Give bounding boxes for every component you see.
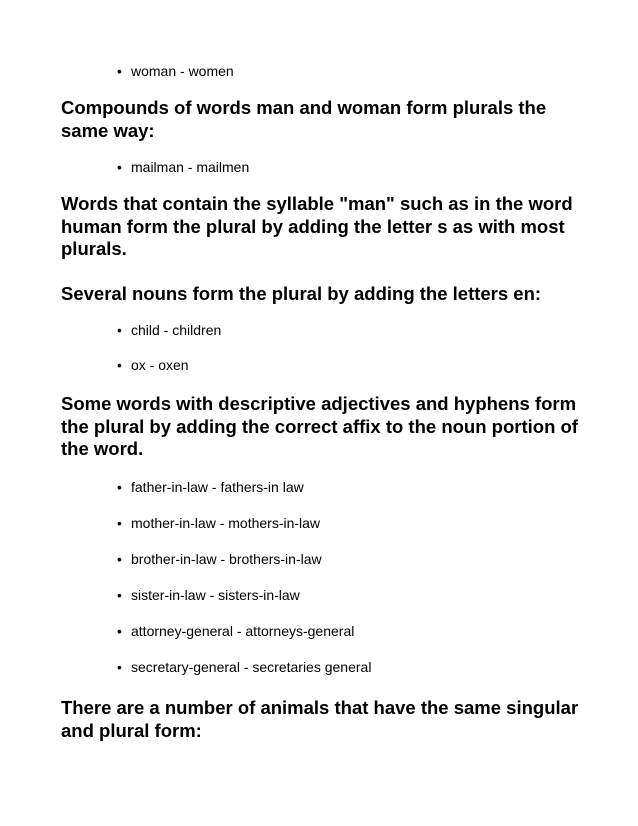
bullet-text: attorney-general - attorneys-general — [131, 623, 355, 639]
bullet-text: father-in-law - fathers-in law — [131, 479, 304, 495]
section-heading: Compounds of words man and woman form plurals the same way: — [61, 97, 547, 141]
bullet-glyph: • — [117, 515, 122, 531]
bullet-glyph: • — [117, 357, 122, 373]
bullet-item — [117, 659, 371, 675]
bullet-glyph: • — [117, 479, 122, 495]
bullet-item — [117, 322, 221, 338]
section-heading: Some words with descriptive adjectives and hyphens form the plural by adding the correct affix to the noun portion of the word. — [61, 393, 578, 459]
bullet-glyph: • — [117, 659, 122, 675]
bullet-text: woman - women — [131, 63, 234, 79]
bullet-item — [117, 159, 249, 175]
bullet-text: mailman - mailmen — [131, 159, 250, 175]
bullet-text: brother-in-law - brothers-in-law — [131, 551, 322, 567]
bullet-item — [117, 357, 189, 373]
bullet-glyph: • — [117, 159, 122, 175]
bullet-text: secretary-general - secretaries general — [131, 659, 372, 675]
bullet-text: sister-in-law - sisters-in-law — [131, 587, 300, 603]
bullet-item — [117, 515, 320, 531]
bullet-item — [117, 551, 322, 567]
bullet-text: mother-in-law - mothers-in-law — [131, 515, 321, 531]
bullet-item — [117, 587, 300, 603]
section-heading: Words that contain the syllable "man" such as in the word human form the plural by adding the letter s as with most plurals. — [61, 193, 573, 259]
bullet-glyph: • — [117, 322, 122, 338]
bullet-item — [117, 623, 354, 639]
section-heading: There are a number of animals that have the same singular and plural form: — [61, 697, 579, 741]
bullet-item — [117, 479, 304, 495]
bullet-glyph: • — [117, 551, 122, 567]
bullet-glyph: • — [117, 587, 122, 603]
section-heading: Several nouns form the plural by adding the letters en: — [61, 283, 542, 304]
bullet-item — [117, 63, 234, 79]
bullet-glyph: • — [117, 623, 122, 639]
bullet-glyph: • — [117, 63, 122, 79]
bullet-text: ox - oxen — [131, 357, 189, 373]
bullet-text: child - children — [131, 322, 222, 338]
